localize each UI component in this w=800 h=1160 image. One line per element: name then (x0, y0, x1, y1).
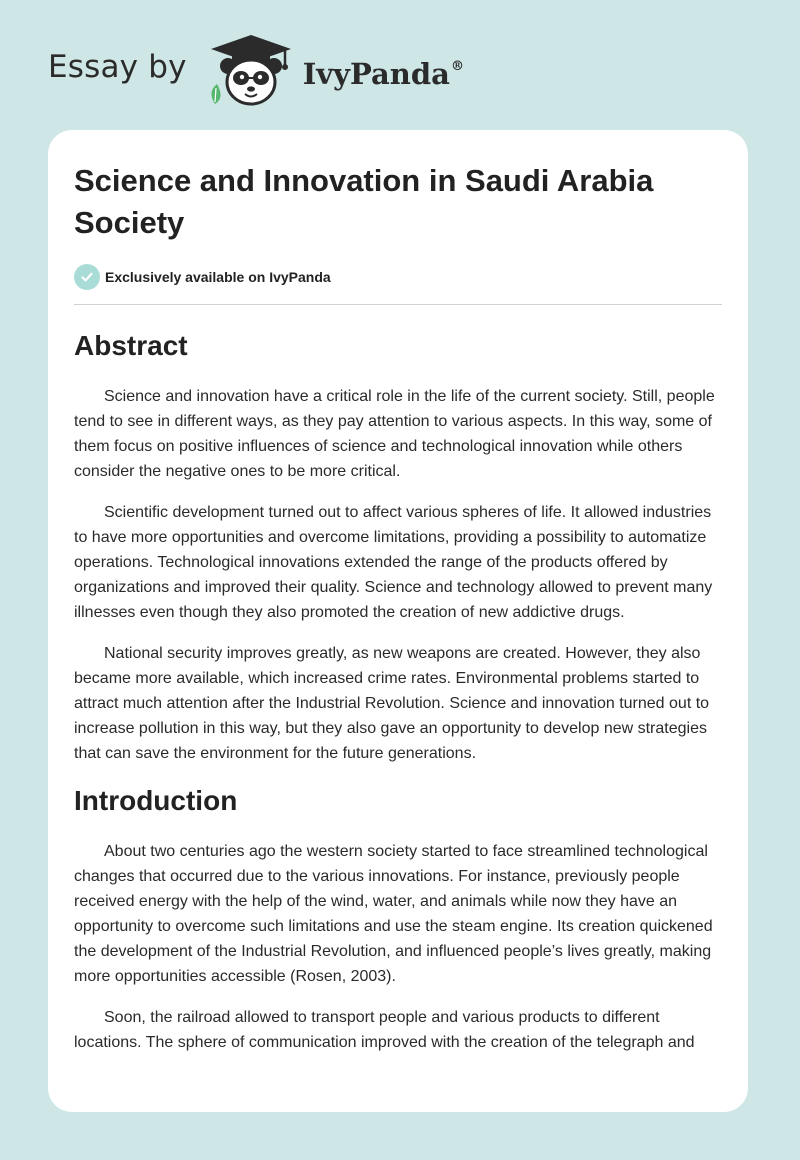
essay-card (48, 130, 748, 1112)
brand-name-text: IvyPanda (302, 57, 450, 91)
introduction-paragraph-2: Soon, the railroad allowed to transport people and various products to different locations. The sphere of communication improved with the creation of the telegraph and (74, 1009, 695, 1051)
exclusive-badge-text: Exclusively available on IvyPanda (105, 269, 331, 285)
section-heading-introduction: Introduction (74, 785, 238, 816)
abstract-paragraph-3: National security improves greatly, as new weapons are created. However, they also became more available, which increased crime rates. Environmental problems started to attract much attention after the Industrial Revolution. Science and innovation turned out to increase pollution in this way, but they also gave an opportunity to develop new strategies that can save the environment for the future generations. (74, 645, 710, 762)
essay-by-label: Essay by (48, 49, 187, 85)
title-divider (74, 304, 722, 305)
essay-title: Science and Innovation in Saudi Arabia Society (74, 163, 654, 240)
check-icon (74, 264, 100, 290)
essay-content (74, 160, 722, 1055)
site-header (48, 32, 508, 112)
abstract-paragraph-2: Scientific development turned out to affect various spheres of life. It allowed industries to have more opportunities and overcome limitations, providing a possibility to automatize operations. Technological innovations extended the range of the products offered by organizations and improved their quality. Science and technology allowed to prevent many illnesses even though they also promoted the creation of new addictive drugs. (74, 504, 713, 621)
section-heading-abstract: Abstract (74, 330, 188, 361)
registered-mark: ® (450, 59, 464, 74)
abstract-paragraph-1: Science and innovation have a critical role in the life of the current society. Still, people tend to see in different ways, as they pay attention to various aspects. In this way, some of them focus on positive influences of science and technological innovation while others consider the negative ones to be more critical. (74, 388, 715, 480)
introduction-paragraph-1: About two centuries ago the western society started to face streamlined technological changes that occurred due to the various innovations. For instance, previously people received energy with the help of the wind, water, and animals while now they have an opportunity to overcome such limitations and use the steam engine. Its creation quickened the development of the Industrial Revolution, and influenced people’s lives greatly, making more opportunities accessible (Rosen, 2003). (74, 843, 713, 985)
brand-name (303, 57, 464, 91)
exclusive-badge (74, 262, 722, 292)
ivypanda-logo-icon[interactable] (205, 32, 297, 112)
